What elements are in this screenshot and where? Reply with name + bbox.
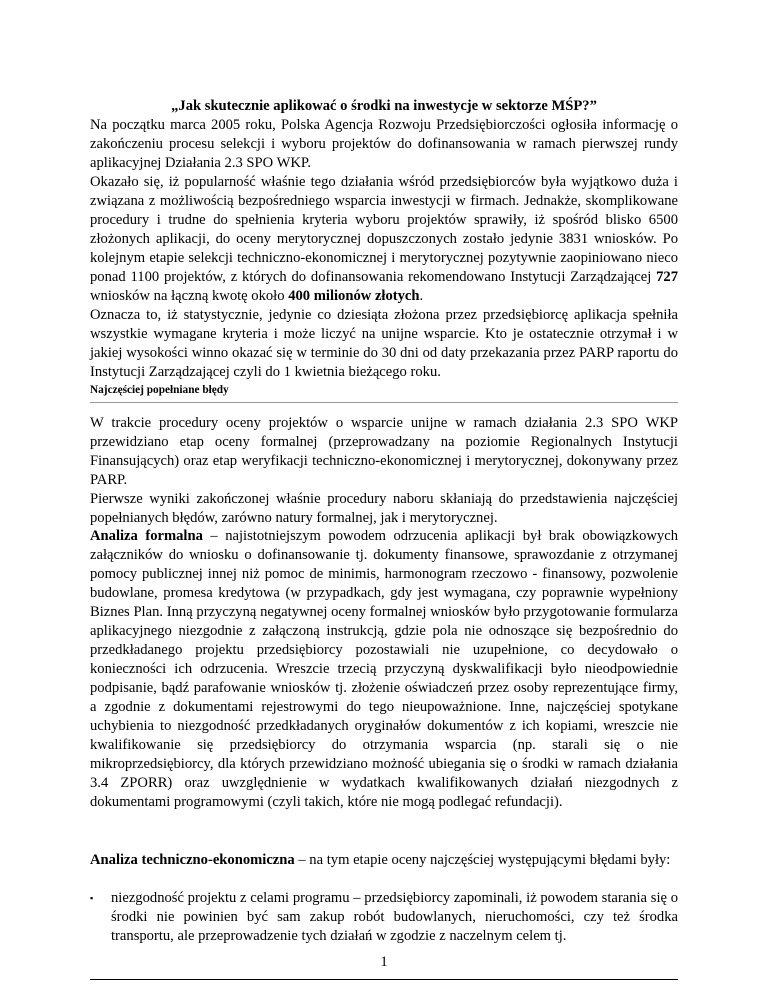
page-number: 1 [380, 954, 388, 970]
intro-paragraph-2 [90, 173, 678, 306]
intro-text-after: . [419, 288, 424, 304]
section-intro-block [90, 414, 678, 528]
formal-analysis-text: – najistotniejszym powodem odrzucenia aplikacji był brak obowiązkowych załączników do wniosku o dofinansowanie tj. dokumenty finansowe, sprawozdanie z otrzymanej pomocy publicznej innej niż pomoc de minimis, harmonogram rzeczowo - finansowy, pozwolenie budowlane, promesa kredytowa (w przypadkach, gdy jest wymagana, czy poprawnie wypełniony Biznes Plan. Inną przyczyną negatywnej oceny formalnej wniosków było przygotowanie formularza aplikacyjnego niezgodnie z załączoną instrukcją, gdzie pola nie odnoszące się bezpośrednio do przedkładanego projektu przedsiębiorcy pozostawiali nie uzupełnione, co decydowało o konieczności ich odrzucenia. Wreszcie trzecią przyczyną dyskwalifikacji było nieodpowiednie podpisanie, bądź parafowanie wniosków tj. złożenie oświadczeń przez osoby reprezentujące firmy, a zgodnie z dokumentami rejestrowymi do tego nieupoważnione. Inne, najczęściej spotykane uchybienia to niezgodność przedkładanych oryginałów dokumentów z ich kopiami, wreszcie nie kwalifikowanie się przedsiębiorcy do otrzymania wsparcia (np. starali się o nie mikroprzedsiębiorcy, dla których przewidziano możność ubiegania się o środki w ramach działania 3.4 ZPORR) oraz uwzględnienie w wydatkach kwalifikowanych działań niezgodnych z dokumentami programowymi (czyli takich, które nie mogą podlegać refundacji). [90, 528, 678, 810]
intro-text-mid: wniosków na łączną kwotę około [90, 288, 289, 304]
error-list [90, 889, 678, 946]
list-item-text: niezgodność projektu z celami programu – przedsiębiorcy zapominali, iż powodem starania się o środki nie powinien być sam zakup robót budowlanych, nieruchomości, czy też środka transportu, ale przeprowadzenie tych działań w zgodzie z naczelnym celem tj. [111, 890, 678, 944]
tech-analysis-text: – na tym etapie oceny najczęściej występującymi błędami były: [294, 852, 671, 868]
document-title: „Jak skutecznie aplikować o środki na inwestycje w sektorze MŚP?” [171, 98, 597, 114]
tech-analysis-label: Analiza techniczno-ekonomiczna [90, 852, 295, 868]
formal-analysis-block [90, 527, 678, 812]
section-paragraph-2: Pierwsze wyniki zakończonej właśnie procedury naboru skłaniają do przedstawienia najczęściej popełnianych błędów, zarówno natury formalnej, jak i merytorycznej. [90, 491, 678, 526]
square-bullet-icon: ▪ [90, 893, 94, 903]
formal-analysis-label: Analiza formalna [90, 528, 203, 544]
intro-paragraph-3: Oznacza to, iż statystycznie, jedynie co dziesiąta złożona przez przedsiębiorcę aplikacja spełniła wszystkie wymagane kryteria i może liczyć na unijne wsparcie. Kto je ostatecznie otrzymał i w jakiej wysokości winno okazać się w terminie do 30 dni od daty przekazania przez PARP raportu do Instytucji Zarządzającej czyli do 1 kwietnia bieżącego roku. [90, 307, 678, 380]
tech-analysis-paragraph [90, 851, 678, 870]
section-heading: Najczęściej popełniane błędy [90, 382, 678, 403]
footer-divider [90, 979, 678, 980]
approved-count: 727 [656, 269, 678, 285]
intro-text-before: Okazało się, iż popularność właśnie tego działania wśród przedsiębiorców była wyjątkowo duża i związana z możliwością bezpośredniego wsparcia inwestycji w firmach. Jednakże, skomplikowane procedury i trudne do spełnienia kryteria wyboru projektów sprawiły, iż spośród blisko 6500 złożonych aplikacji, do oceny merytorycznej dopuszczonych zostało jedynie 3831 wniosków. Po kolejnym etapie selekcji techniczno-ekonomicznej i merytorycznej pozytywnie zaopiniowano nieco ponad 1100 projektów, z których do dofinansowania rekomendowano Instytucji Zarządzającej [90, 174, 678, 285]
list-item [90, 889, 678, 946]
approved-amount: 400 milionów złotych [288, 288, 420, 304]
tech-analysis-block [90, 851, 678, 870]
intro-block [90, 116, 678, 382]
intro-paragraph-1: Na początku marca 2005 roku, Polska Agencja Rozwoju Przedsiębiorczości ogłosiła informację o zakończeniu procesu selekcji i wyboru projektów do dofinansowania w ramach pierwszej rundy aplikacyjnej Działania 2.3 SPO WKP. [90, 117, 678, 171]
formal-analysis-paragraph [90, 527, 678, 812]
section-paragraph-1: W trakcie procedury oceny projektów o wsparcie unijne w ramach działania 2.3 SPO WKP przewidziano etap oceny formalnej (przeprowadzany na poziomie Regionalnych Instytucji Finansujących) oraz etap weryfikacji techniczno-ekonomicznej i merytorycznej, dokonywany przez PARP. [90, 415, 678, 488]
document-page [90, 0, 678, 994]
